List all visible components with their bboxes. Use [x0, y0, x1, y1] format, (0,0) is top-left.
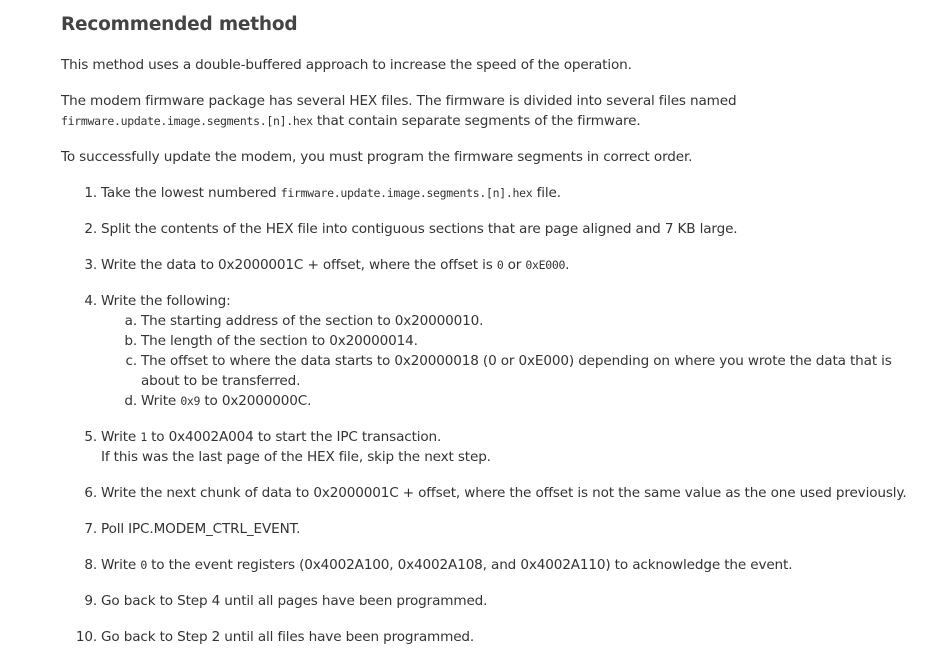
sub-step-text: The starting address of the section to 0x20000010.	[141, 313, 484, 329]
step-text: Write	[101, 429, 141, 445]
step-6	[61, 483, 920, 503]
step-number: 4.	[84, 293, 97, 309]
sub-steps-list	[101, 311, 920, 411]
sub-step-text: to 0x2000000C.	[200, 393, 312, 409]
step-text: to the event registers (0x4002A100, 0x4002A108, and 0x4002A110) to acknowledge the event.	[146, 557, 793, 573]
step-text: Split the contents of the HEX file into contiguous sections that are page aligned and 7 KB large.	[101, 221, 738, 237]
sub-step-number: c.	[125, 353, 137, 369]
step-9	[61, 591, 920, 611]
sub-step-text: Write	[141, 393, 181, 409]
step-number: 9.	[84, 593, 97, 609]
steps-list	[61, 183, 920, 647]
intro-paragraph: This method uses a double-buffered approach to increase the speed of the operation.	[61, 57, 632, 73]
sub-step-number: a.	[124, 313, 137, 329]
step-number: 3.	[84, 257, 97, 273]
package-text-2: that contain separate segments of the firmware.	[312, 113, 641, 129]
package-text-1: The modem firmware package has several HEX files. The firmware is divided into several files named	[61, 93, 737, 109]
step-number: 7.	[84, 521, 97, 537]
step-code: 0xE000	[525, 258, 566, 272]
step-text: file.	[532, 185, 561, 201]
sub-step-a	[101, 311, 920, 331]
step-4	[61, 291, 920, 411]
step-text: Take the lowest numbered	[101, 185, 281, 201]
step-text: .	[565, 257, 570, 273]
step-5	[61, 427, 920, 467]
step-text: Write the next chunk of data to 0x2000001C + offset, where the offset is not the same value as the one used previously.	[101, 485, 907, 501]
step-number: 10.	[75, 629, 97, 645]
step-number: 5.	[84, 429, 97, 445]
step-code: 0	[140, 558, 147, 572]
sub-step-b	[101, 331, 920, 351]
package-paragraph	[61, 91, 920, 131]
step-number: 8.	[84, 557, 97, 573]
step-text: Write the data to 0x2000001C + offset, where the offset is	[101, 257, 497, 273]
step-code: 1	[140, 430, 147, 444]
step-text: Go back to Step 2 until all files have been programmed.	[101, 629, 475, 645]
sub-step-text: The length of the section to 0x20000014.	[141, 333, 418, 349]
step-1	[61, 183, 920, 203]
sub-step-number: d.	[124, 393, 137, 409]
step-number: 2.	[84, 221, 97, 237]
sub-step-code: 0x9	[180, 394, 201, 408]
section-title: Recommended method	[61, 14, 298, 35]
step-8	[61, 555, 920, 575]
sub-step-number: b.	[124, 333, 137, 349]
step-text-line2: If this was the last page of the HEX file, skip the next step.	[101, 449, 491, 465]
step-text: to 0x4002A004 to start the IPC transaction.	[146, 429, 442, 445]
step-3	[61, 255, 920, 275]
step-code: firmware.update.image.segments.[n].hex	[280, 186, 533, 200]
step-text: Go back to Step 4 until all pages have been programmed.	[101, 593, 488, 609]
step-10	[61, 627, 920, 647]
sub-step-c	[101, 351, 920, 391]
step-text: Write the following:	[101, 293, 231, 309]
step-2	[61, 219, 920, 239]
step-code: 0	[496, 258, 504, 272]
step-number: 1.	[84, 185, 97, 201]
step-number: 6.	[84, 485, 97, 501]
step-text: or	[503, 257, 526, 273]
sub-step-text: The offset to where the data starts to 0x20000018 (0 or 0xE000) depending on where you wrote the data that is about to be transferred.	[141, 353, 892, 389]
sub-step-d	[101, 391, 920, 411]
step-7	[61, 519, 920, 539]
step-text: Write	[101, 557, 141, 573]
step-text: Poll IPC.MODEM_CTRL_EVENT.	[101, 521, 301, 537]
order-note: To successfully update the modem, you must program the firmware segments in correct order.	[61, 149, 693, 165]
package-code: firmware.update.image.segments.[n].hex	[61, 114, 313, 128]
